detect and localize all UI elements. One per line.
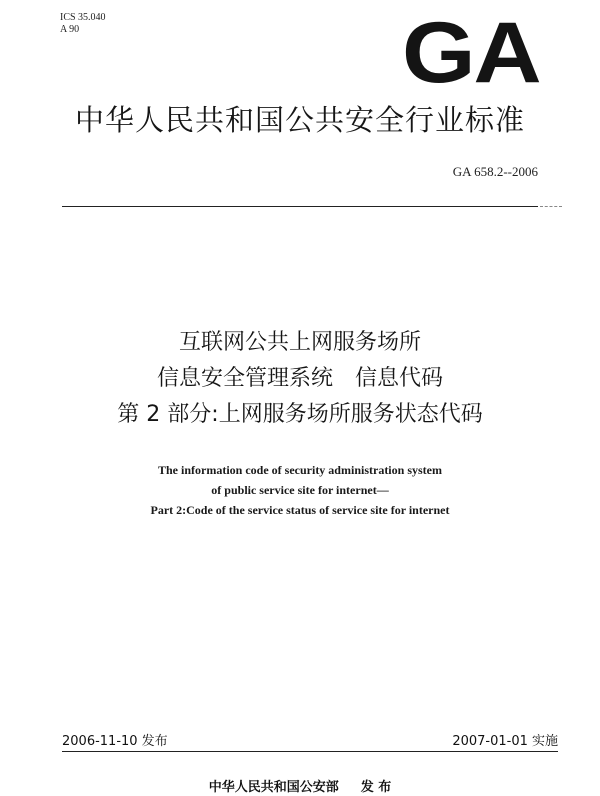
ccs-code: A 90 [60,24,80,35]
title-cn-line-2: 信息安全管理系统 信息代码 [156,366,443,391]
publisher-name: 中华人民共和国公安部 [208,780,339,795]
title-en-line-3: Part 2:Code of the service status of service site for internet [150,503,450,517]
ga-logo: GA [402,5,540,101]
title-cn-line-3: 第 2 部分:上网服务场所服务状态代码 [117,402,483,427]
document-title-en [0,460,600,520]
header-divider [62,206,538,207]
title-en-line-1: The information code of security administration system [158,463,442,477]
title-en-line-2: of public service site for internet— [211,483,389,497]
footer-divider [62,751,558,752]
document-title-cn [0,325,600,433]
implementation-date: 2007-01-01 实施 [452,734,558,749]
publisher [0,776,600,795]
header-divider-tail [540,206,562,207]
classification-codes [60,12,106,36]
standard-category-title: 中华人民共和国公共安全行业标准 [74,103,525,137]
issue-date: 2006-11-10 发布 [62,734,168,749]
standard-code: GA 658.2--2006 [452,164,538,179]
title-cn-line-1: 互联网公共上网服务场所 [178,330,421,355]
publisher-action: 发 布 [360,780,392,795]
ics-code: ICS 35.040 [60,12,106,23]
